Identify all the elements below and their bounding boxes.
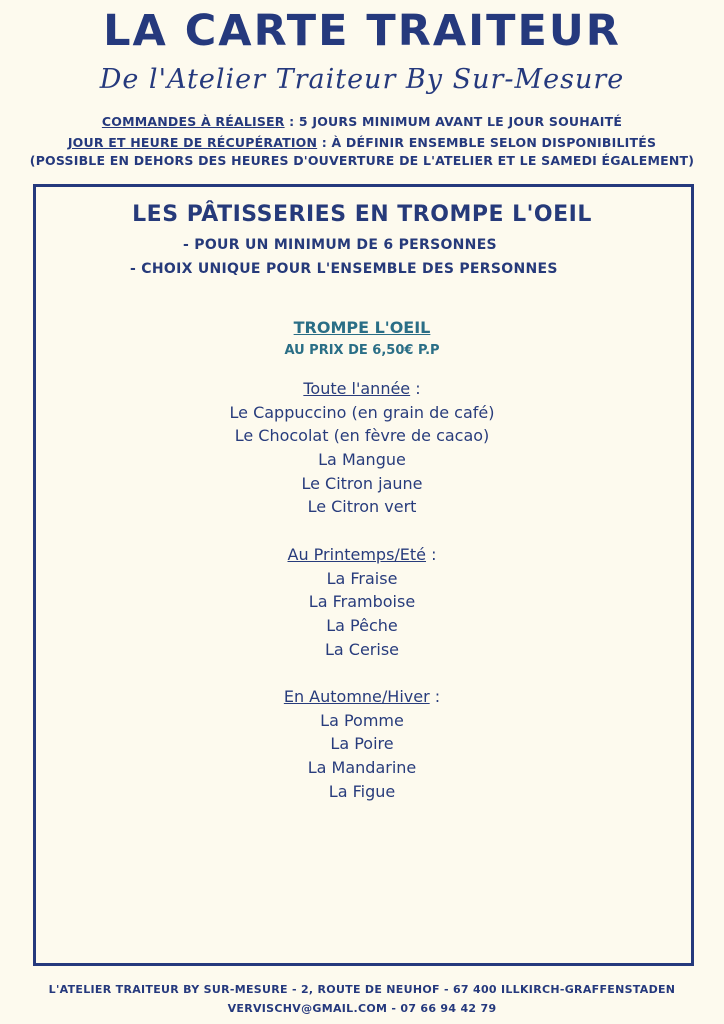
list-item: La Mangue	[318, 450, 406, 470]
flavor-group-all-year	[0, 377, 724, 519]
footer-contact: VERVISCHV@GMAIL.COM - 07 66 94 42 79	[227, 1002, 497, 1015]
pickup-info	[0, 135, 724, 150]
list-item: La Pomme	[320, 710, 404, 730]
pickup-note: (POSSIBLE EN DEHORS DES HEURES D'OUVERTURE DE L'ATELIER ET LE SAMEDI ÉGALEMENT)	[29, 153, 695, 168]
list-item: La Mandarine	[307, 758, 417, 778]
orders-label: COMMANDES À RÉALISER	[101, 114, 285, 129]
section-title: LES PÂTISSERIES EN TROMPE L'OEIL	[132, 202, 592, 227]
list-item: La Framboise	[308, 592, 416, 612]
condition-single-choice: - CHOIX UNIQUE POUR L'ENSEMBLE DES PERSONNES	[130, 261, 558, 277]
group-heading: Au Printemps/Eté :	[287, 545, 437, 564]
list-item: La Poire	[330, 734, 394, 754]
group-heading: En Automne/Hiver :	[283, 687, 441, 706]
list-item: La Figue	[328, 781, 396, 801]
pickup-label: JOUR ET HEURE DE RÉCUPÉRATION	[67, 135, 318, 150]
flavor-group-spring-summer	[0, 543, 724, 661]
group-label: Au Printemps/Eté	[287, 545, 427, 564]
list-item: La Fraise	[326, 568, 398, 588]
list-item: Le Citron jaune	[301, 473, 423, 493]
page-subtitle: De l'Atelier Traiteur By Sur-Mesure	[99, 64, 625, 95]
list-item: Le Chocolat (en fèvre de cacao)	[234, 426, 490, 446]
orders-text: : 5 JOURS MINIMUM AVANT LE JOUR SOUHAITÉ	[284, 114, 623, 129]
list-item: La Pêche	[326, 616, 398, 636]
group-label: Toute l'année	[303, 379, 411, 398]
group-heading: Toute l'année :	[303, 379, 421, 398]
pickup-text: : À DÉFINIR ENSEMBLE SELON DISPONIBILITÉS	[317, 135, 657, 150]
flavor-group-autumn-winter	[0, 685, 724, 803]
list-item: Le Citron vert	[307, 497, 417, 517]
list-item: La Cerise	[324, 639, 400, 659]
footer-address: L'ATELIER TRAITEUR BY SUR-MESURE - 2, ROUTE DE NEUHOF - 67 400 ILLKIRCH-GRAFFENSTADEN	[48, 983, 676, 996]
list-item: Le Cappuccino (en grain de café)	[229, 402, 495, 422]
offer-price: AU PRIX DE 6,50€ P.P	[284, 343, 440, 358]
orders-info	[0, 114, 724, 129]
group-label: En Automne/Hiver	[283, 687, 430, 706]
offer-name: TROMPE L'OEIL	[293, 318, 431, 337]
condition-minimum: - POUR UN MINIMUM DE 6 PERSONNES	[183, 237, 497, 253]
page-title: LA CARTE TRAITEUR	[103, 6, 621, 56]
